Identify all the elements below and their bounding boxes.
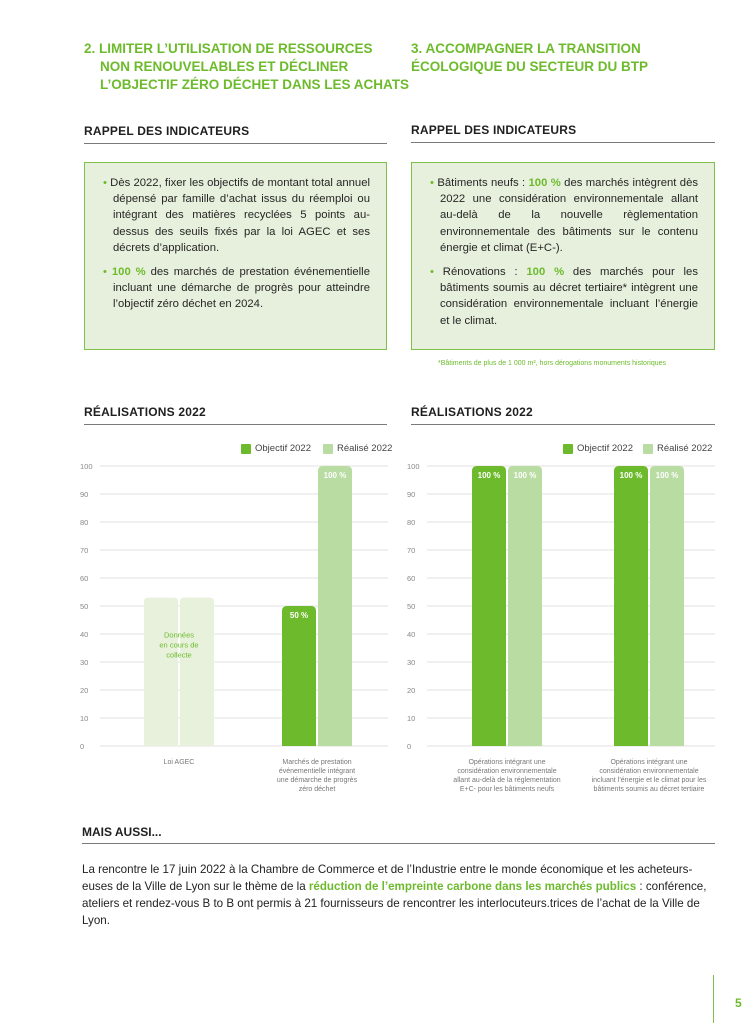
placeholder-bar <box>144 598 178 746</box>
mais-aussi-rule <box>82 843 715 844</box>
right-chart-legend <box>563 443 712 454</box>
mais-aussi-text-start: La rencontre le 17 juin 2022 à la Chambre de Commerce et de l’Industrie entre le monde économique et les acheteurs-euses de la Ville de Lyon sur le thème de la <box>82 863 693 893</box>
mais-aussi-heading: MAIS AUSSI... <box>82 825 162 839</box>
bar-objectif <box>614 466 648 746</box>
mais-aussi-text <box>82 861 722 929</box>
left-bullet-1: • Dès 2022, fixer les objectifs de montant total annuel dépensé par famille d’achat issus du réemploi ou intégrant des matières recyclées 5 points au-dessus des seuils fixés par la loi AGEC et ses décrets d’application. <box>103 177 370 254</box>
left-bullet-2-highlight: 100 % <box>111 266 146 279</box>
bar-realise <box>650 466 684 746</box>
y-tick-label: 0 <box>407 742 412 751</box>
right-realisations-heading: RÉALISATIONS 2022 <box>411 405 533 419</box>
legend-realise-label: Réalisé 2022 <box>336 443 393 454</box>
left-bar-chart <box>78 455 393 810</box>
x-category-label: incluant l’énergie et le climat pour les <box>591 777 707 784</box>
bar-realise <box>318 466 352 746</box>
right-title-line: 3. ACCOMPAGNER LA TRANSITION <box>411 41 641 56</box>
x-category-label: Marchés de prestation <box>282 759 352 766</box>
x-category-label: allant au-delà de la réglementation <box>453 777 561 784</box>
x-category-label: Opérations intégrant une <box>610 759 688 766</box>
y-tick-label: 70 <box>407 546 416 555</box>
y-tick-label: 60 <box>80 574 89 583</box>
bar-value-label: 100 % <box>619 471 643 480</box>
y-tick-label: 20 <box>407 686 416 695</box>
y-tick-label: 20 <box>80 686 89 695</box>
page-number: 5 <box>735 996 742 1010</box>
left-indicator-box <box>84 162 387 350</box>
legend-realise-label: Réalisé 2022 <box>656 443 713 454</box>
right-title-line: ÉCOLOGIQUE DU SECTEUR DU BTP <box>411 59 649 74</box>
x-category-label: une démarche de progrès <box>276 777 358 784</box>
legend-realise-swatch <box>323 444 333 454</box>
x-category-label: considération environnementale <box>457 768 557 775</box>
left-rappel-rule <box>84 143 387 144</box>
right-section-title <box>411 40 648 76</box>
right-bullet-1-text: des marchés intègrent dès 2022 une considération environnementale allant au-delà de la nouvelle règlementation environnementale des bâtiments sur le contenu énergie et climat (E+C-). <box>440 177 699 254</box>
right-indicator-box <box>411 162 715 350</box>
mais-aussi-highlight: réduction de l’empreinte carbone dans les marchés publics <box>308 880 637 893</box>
y-tick-label: 10 <box>80 714 89 723</box>
bar-value-label: 100 % <box>477 471 501 480</box>
mais-aussi-text-end: : conférence, ateliers et rendez-vous B to B ont permis à 21 fournisseurs de rencontrer les interlocuteurs.trices de l’achat de la Ville de Lyon. <box>82 880 707 927</box>
placeholder-label: Données <box>163 630 195 640</box>
page-number-rule <box>713 975 714 1023</box>
bar-objectif <box>472 466 506 746</box>
y-tick-label: 50 <box>80 602 89 611</box>
legend-objectif-label: Objectif 2022 <box>255 443 311 454</box>
right-bullet-1-lead: Bâtiments neufs : <box>437 177 529 189</box>
x-category-label: Loi AGEC <box>163 759 195 766</box>
y-tick-label: 30 <box>407 658 416 667</box>
left-rappel-heading: RAPPEL DES INDICATEURS <box>84 124 250 138</box>
right-bullet-2: • Rénovations : 100 % des marchés pour les bâtiments soumis au décret tertiaire* intègrent une considération environnementale incluant l’énergie et le climat. <box>430 266 698 327</box>
left-bullet-1-text: Dès 2022, fixer les objectifs de montant total annuel dépensé par famille d’achat issus du réemploi ou intégrant des matières recyclées 5 points au-dessus des seuils fixés par la loi AGEC et ses décrets d’application. <box>110 177 370 254</box>
legend-objectif-label: Objectif 2022 <box>577 443 633 454</box>
right-bullet-1: • Bâtiments neufs : 100 % des marchés intègrent dès 2022 une considération environnementale allant au-delà de la nouvelle règlementation environnementale des bâtiments sur le contenu énergie et climat (E+C-). <box>430 177 699 254</box>
y-tick-label: 30 <box>80 658 89 667</box>
legend-realise-swatch <box>643 444 653 454</box>
y-tick-label: 0 <box>80 742 85 751</box>
x-category-label: bâtiments soumis au décret tertiaire <box>593 786 705 793</box>
left-bullet-2-text: des marchés de prestation événementielle incluant une démarche de progrès pour atteindre l’objectif zéro déchet en 2024. <box>113 266 370 311</box>
bar-objectif <box>282 606 316 746</box>
left-title-line: 2. LIMITER L’UTILISATION DE RESSOURCES <box>84 41 373 56</box>
bar-realise <box>508 466 542 746</box>
left-title-line: NON RENOUVELABLES ET DÉCLINER <box>100 59 349 74</box>
right-footnote: *Bâtiments de plus de 1 000 m², hors dérogations monuments historiques <box>438 360 667 367</box>
y-tick-label: 100 <box>80 462 93 471</box>
right-rappel-rule <box>411 142 715 143</box>
placeholder-bar <box>180 598 214 746</box>
legend-objectif-swatch <box>563 444 573 454</box>
y-tick-label: 50 <box>407 602 416 611</box>
y-tick-label: 70 <box>80 546 89 555</box>
left-section-title <box>84 40 409 94</box>
bar-value-label: 100 % <box>323 471 347 480</box>
y-tick-label: 40 <box>407 630 416 639</box>
right-realisations-rule <box>411 424 715 425</box>
right-rappel-heading: RAPPEL DES INDICATEURS <box>411 123 577 137</box>
y-tick-label: 40 <box>80 630 89 639</box>
y-tick-label: 80 <box>407 518 416 527</box>
y-tick-label: 90 <box>407 490 416 499</box>
placeholder-label: en cours de <box>159 640 199 650</box>
x-category-label: E+C- pour les bâtiments neufs <box>459 786 555 793</box>
left-bullet-2: • 100 % des marchés de prestation événementielle incluant une démarche de progrès pour atteindre l’objectif zéro déchet en 2024. <box>103 266 370 311</box>
bar-value-label: 100 % <box>655 471 679 480</box>
bar-value-label: 100 % <box>513 471 537 480</box>
x-category-label: considération environnementale <box>599 768 699 775</box>
y-tick-label: 10 <box>407 714 416 723</box>
right-bullet-2-highlight: 100 % <box>526 266 565 279</box>
left-title-line: L’OBJECTIF ZÉRO DÉCHET DANS LES ACHATS <box>100 77 410 92</box>
placeholder-label: collecte <box>166 650 192 660</box>
right-bullet-2-lead: Rénovations : <box>442 266 527 279</box>
legend-objectif-swatch <box>241 444 251 454</box>
left-realisations-heading: RÉALISATIONS 2022 <box>84 405 206 419</box>
x-category-label: événementielle intégrant <box>278 768 356 775</box>
y-tick-label: 100 <box>407 462 420 471</box>
right-bullet-2-text: des marchés pour les bâtiments soumis au décret tertiaire* intègrent une considération environnementale incluant l’énergie et le climat. <box>440 266 698 327</box>
x-category-label: Opérations intégrant une <box>468 759 546 766</box>
x-category-label: zéro déchet <box>298 786 336 793</box>
right-bullet-1-highlight: 100 % <box>528 177 561 189</box>
y-tick-label: 90 <box>80 490 89 499</box>
y-tick-label: 60 <box>407 574 416 583</box>
left-chart-legend <box>241 443 392 454</box>
bar-value-label: 50 % <box>289 611 309 620</box>
right-bar-chart <box>405 455 720 810</box>
y-tick-label: 80 <box>80 518 89 527</box>
left-realisations-rule <box>84 424 387 425</box>
